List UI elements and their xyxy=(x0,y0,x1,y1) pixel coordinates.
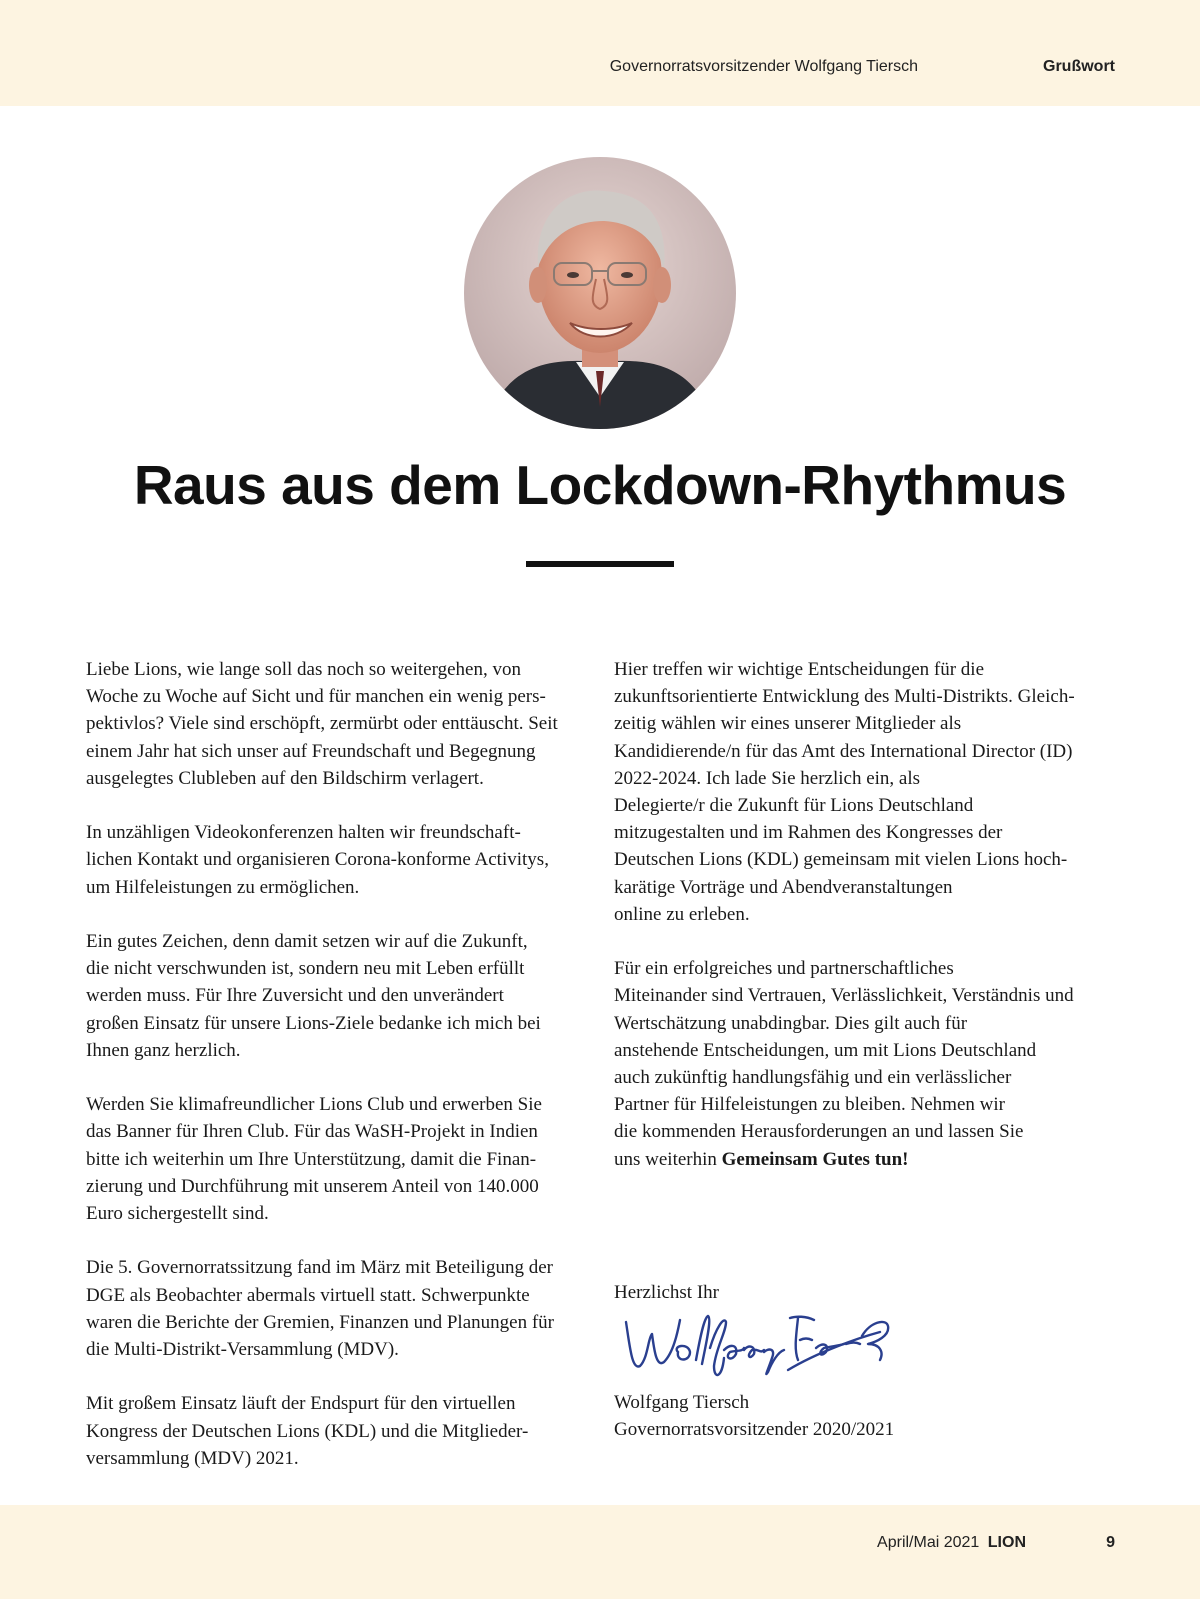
left-text-column xyxy=(86,656,606,1499)
text-line: um Hilfeleistungen zu ermöglichen. xyxy=(86,876,360,898)
closing-phrase-prefix: uns weiterhin xyxy=(614,1148,722,1170)
text-line: auch zukünftig handlungsfähig und ein verlässlicher xyxy=(614,1067,1012,1089)
text-line: DGE als Beobachter abermals virtuell statt. Schwerpunkte xyxy=(86,1284,530,1306)
signatory-name: Wolfgang Tiersch xyxy=(614,1392,750,1413)
header-section-label: Grußwort xyxy=(1043,58,1115,75)
text-line: karätige Vorträge und Abendveranstaltungen xyxy=(614,876,953,898)
page-title: Raus aus dem Lockdown-Rhythmus xyxy=(133,454,1067,516)
text-line: Deutschen Lions (KDL) gemeinsam mit vielen Lions hoch- xyxy=(614,849,1068,871)
text-line: Die 5. Governorratssitzung fand im März mit Beteiligung der xyxy=(86,1257,553,1279)
paragraph xyxy=(86,1390,606,1472)
text-line: Liebe Lions, wie lange soll das noch so weitergehen, von xyxy=(86,659,521,680)
text-line: zierung und Durchführung mit unserem Anteil von 140.000 xyxy=(86,1175,539,1197)
closing-salutation: Herzlichst Ihr xyxy=(614,1282,719,1303)
text-line: Mit großem Einsatz läuft der Endspurt für den virtuellen xyxy=(86,1393,516,1415)
header-band xyxy=(0,0,1200,106)
text-line: Miteinander sind Vertrauen, Verlässlichkeit, Verständnis und xyxy=(614,985,1074,1007)
paragraph xyxy=(614,656,1124,928)
text-line: die nicht verschwunden ist, sondern neu mit Leben erfüllt xyxy=(86,958,525,980)
text-line: mitzugestalten und im Rahmen des Kongresses der xyxy=(614,822,1003,844)
text-line: Hier treffen wir wichtige Entscheidungen für die xyxy=(614,659,985,680)
text-line: waren die Berichte der Gremien, Finanzen und Planungen für xyxy=(86,1311,554,1333)
text-line: pektivlos? Viele sind erschöpft, zermürbt oder enttäuscht. Seit xyxy=(86,713,558,735)
text-line: Für ein erfolgreiches und partnerschaftliches xyxy=(614,958,954,980)
text-line: zukunftsorientierte Entwicklung des Multi-Distrikts. Gleich- xyxy=(614,686,1075,708)
paragraph xyxy=(86,1254,606,1363)
right-text-column xyxy=(614,656,1124,1200)
text-line: das Banner für Ihren Club. Für das WaSH-Projekt in Indien xyxy=(86,1121,538,1143)
paragraph xyxy=(614,955,1124,1173)
footer-issue xyxy=(877,1534,1026,1552)
paragraph xyxy=(86,1091,606,1227)
paragraph xyxy=(86,656,606,792)
text-line: 2022-2024. Ich lade Sie herzlich ein, als xyxy=(614,767,921,789)
text-line: Delegierte/r die Zukunft für Lions Deutschland xyxy=(614,795,974,817)
text-line: großen Einsatz für unsere Lions-Ziele bedanke ich mich bei xyxy=(86,1012,541,1034)
text-line: die Multi-Distrikt-Versammlung (MDV). xyxy=(86,1339,399,1361)
text-line: Werden Sie klimafreundlicher Lions Club und erwerben Sie xyxy=(86,1094,542,1116)
signatory-role: Governorratsvorsitzender 2020/2021 xyxy=(614,1419,895,1440)
text-line-final xyxy=(614,1146,1124,1173)
motto-bold: Gemeinsam Gutes tun! xyxy=(721,1148,909,1170)
handwritten-signature xyxy=(618,1308,908,1388)
text-line: versammlung (MDV) 2021. xyxy=(86,1447,299,1469)
text-line: Kongress der Deutschen Lions (KDL) und die Mitglieder- xyxy=(86,1420,529,1442)
text-line: Ein gutes Zeichen, denn damit setzen wir auf die Zukunft, xyxy=(86,931,528,952)
text-line: Ihnen ganz herzlich. xyxy=(86,1039,241,1061)
page-number: 9 xyxy=(1106,1534,1115,1551)
author-portrait xyxy=(464,157,736,429)
text-line: Partner für Hilfeleistungen zu bleiben. Nehmen wir xyxy=(614,1094,1005,1116)
header-author: Governorratsvorsitzender Wolfgang Tiersch xyxy=(609,58,918,75)
paragraph xyxy=(86,928,606,1064)
paragraph xyxy=(86,819,606,901)
text-line: einem Jahr hat sich unser auf Freundschaft und Begegnung xyxy=(86,740,536,762)
text-line: die kommenden Herausforderungen an und lassen Sie xyxy=(614,1121,1024,1143)
text-line: werden muss. Für Ihre Zuversicht und den unverändert xyxy=(86,985,504,1007)
text-line: Wertschätzung unabdingbar. Dies gilt auch für xyxy=(614,1012,968,1034)
text-line: In unzähligen Videokonferenzen halten wir freundschaft- xyxy=(86,822,521,844)
text-line: Kandidierende/n für das Amt des International Director (ID) xyxy=(614,740,1073,762)
magazine-brand: LION xyxy=(987,1534,1026,1551)
text-line: bitte ich weiterhin um Ihre Unterstützung, damit die Finan- xyxy=(86,1148,537,1170)
text-line: ausgelegtes Clubleben auf den Bildschirm verlagert. xyxy=(86,767,484,789)
signature-icon xyxy=(618,1308,908,1388)
footer-band xyxy=(0,1505,1200,1599)
issue-date: April/Mai 2021 xyxy=(877,1534,980,1551)
text-line: lichen Kontakt und organisieren Corona-konforme Activitys, xyxy=(86,849,549,871)
text-line: Woche zu Woche auf Sicht und für manchen ein wenig pers- xyxy=(86,686,546,708)
title-divider xyxy=(526,561,674,567)
text-line: online zu erleben. xyxy=(614,903,750,925)
portrait-photo-icon xyxy=(464,157,736,429)
text-line: zeitig wählen wir eines unserer Mitglieder als xyxy=(614,713,962,735)
text-line: Euro sichergestellt sind. xyxy=(86,1203,269,1225)
text-line: anstehende Entscheidungen, um mit Lions Deutschland xyxy=(614,1039,1037,1061)
